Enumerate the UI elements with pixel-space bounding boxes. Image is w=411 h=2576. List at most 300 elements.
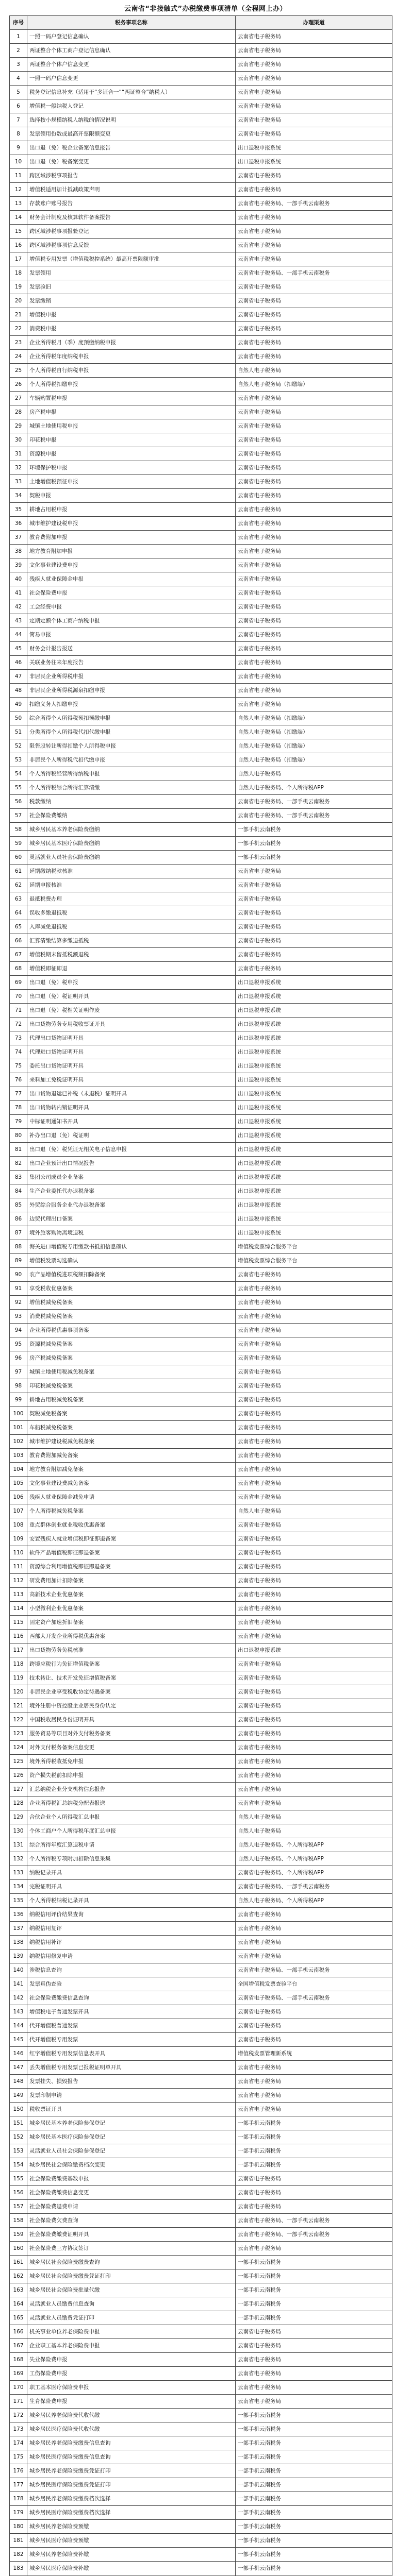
row-item-name: 增值税申报 [27, 308, 236, 322]
table-row [10, 225, 392, 239]
row-item-name: 个人所得税专项附加扣除信息采集 [27, 1852, 236, 1866]
row-item-name: 职工基本医疗保险费申报 [27, 2381, 236, 2395]
table-row [10, 1073, 392, 1087]
row-item-name: 契税减免税备案 [27, 1407, 236, 1421]
row-item-name: 发票印制申请 [27, 2089, 236, 2103]
row-channel: 出口退税申报系统 [236, 1129, 392, 1143]
row-serial-number: 2 [10, 44, 27, 58]
row-item-name: 残疾人就业保障金申报 [27, 572, 236, 586]
table-row [10, 684, 392, 698]
row-serial-number: 178 [10, 2492, 27, 2506]
row-serial-number: 152 [10, 2130, 27, 2144]
row-item-name: 耕地占用税减免税备案 [27, 1393, 236, 1407]
row-item-name: 印花税申报 [27, 433, 236, 447]
row-channel: 一部手机云南税务 [236, 2409, 392, 2422]
row-channel: 出口退税申报系统 [236, 1143, 392, 1157]
row-serial-number: 180 [10, 2520, 27, 2534]
row-channel: 云南省电子税务局 [236, 2353, 392, 2367]
row-channel: 一部手机云南税务 [236, 2256, 392, 2269]
table-row [10, 1254, 392, 1268]
row-serial-number: 157 [10, 2200, 27, 2214]
row-item-name: 增值税适用加计抵减政策声明 [27, 183, 236, 197]
row-channel: 出口退税申报系统 [236, 1045, 392, 1059]
row-channel: 云南省电子税务局 [236, 30, 392, 44]
row-serial-number: 36 [10, 517, 27, 531]
table-row [10, 1643, 392, 1657]
table-row [10, 1310, 392, 1324]
table-row [10, 308, 392, 322]
row-item-name: 出口退（免）税相关证明作废 [27, 1004, 236, 1018]
row-item-name: 城乡居民基本医疗保险费缴纳 [27, 837, 236, 851]
row-channel: 云南省电子税务局、一部手机云南税务 [236, 2214, 392, 2228]
row-item-name: 城乡居民社会保险费批量代缴 [27, 2283, 236, 2297]
row-channel: 云南省电子税务局 [236, 1616, 392, 1630]
row-channel: 云南省电子税务局 [236, 2075, 392, 2089]
row-item-name: 延期申报核准 [27, 878, 236, 892]
row-serial-number: 99 [10, 1393, 27, 1407]
row-channel: 自然人电子税务局（扣缴端） [236, 725, 392, 739]
row-channel: 一部手机云南税务 [236, 2562, 392, 2575]
document-title: 云南省“非接触式”办税缴费事项清单（全程网上办） [124, 5, 287, 13]
row-channel: 出口退税申报系统 [236, 1157, 392, 1171]
row-serial-number: 37 [10, 531, 27, 545]
row-item-name: 集团公司成员企业备案 [27, 1171, 236, 1184]
row-channel: 出口退税申报系统 [236, 1171, 392, 1184]
table-row [10, 865, 392, 878]
row-item-name: 出口货物转内销证明开具 [27, 1101, 236, 1115]
row-item-name: 完税证明开具 [27, 1880, 236, 1894]
row-channel: 云南省电子税务局 [236, 962, 392, 976]
row-channel: 云南省电子税务局 [236, 1671, 392, 1685]
row-item-name: 综合所得个人所得税预扣预缴申报 [27, 711, 236, 725]
table-row [10, 239, 392, 252]
row-item-name: 社会保险费缴费基数申报 [27, 2172, 236, 2186]
row-channel: 一部手机云南税务 [236, 2422, 392, 2436]
table-row [10, 2158, 392, 2172]
row-serial-number: 41 [10, 586, 27, 600]
row-serial-number: 128 [10, 1797, 27, 1810]
row-item-name: 个人所得税纳税记录开具 [27, 1894, 236, 1908]
row-serial-number: 26 [10, 378, 27, 392]
row-item-name: 教育费附加减免备案 [27, 1449, 236, 1463]
table-row [10, 892, 392, 906]
table-row [10, 2283, 392, 2297]
row-channel: 云南省电子税务局 [236, 2395, 392, 2409]
row-serial-number: 53 [10, 753, 27, 767]
table-row [10, 1699, 392, 1713]
table-row [10, 364, 392, 378]
table-row [10, 1365, 392, 1379]
table-row [10, 1560, 392, 1574]
row-channel: 云南省电子税务局 [236, 1574, 392, 1588]
row-serial-number: 119 [10, 1671, 27, 1685]
row-channel: 云南省电子税务局 [236, 684, 392, 698]
row-item-name: 固定资产加速折旧备案 [27, 1616, 236, 1630]
row-serial-number: 40 [10, 572, 27, 586]
row-serial-number: 68 [10, 962, 27, 976]
row-channel: 云南省电子税务局 [236, 350, 392, 364]
table-row [10, 2214, 392, 2228]
row-item-name: 工会经费申报 [27, 600, 236, 614]
table-row [10, 2297, 392, 2311]
table-row [10, 113, 392, 127]
row-item-name: 边贸代理出口备案 [27, 1212, 236, 1226]
row-channel: 出口退税申报系统 [236, 141, 392, 155]
row-serial-number: 3 [10, 58, 27, 72]
row-serial-number: 74 [10, 1045, 27, 1059]
table-row [10, 545, 392, 558]
row-serial-number: 82 [10, 1157, 27, 1171]
row-item-name: 存款账户账号报告 [27, 197, 236, 211]
table-row [10, 2367, 392, 2381]
row-serial-number: 171 [10, 2395, 27, 2409]
row-channel: 云南省电子税务局 [236, 656, 392, 670]
row-serial-number: 111 [10, 1560, 27, 1574]
row-serial-number: 78 [10, 1101, 27, 1115]
table-row [10, 141, 392, 155]
row-channel: 云南省电子税务局 [236, 1463, 392, 1477]
row-item-name: 选择按小规模纳税人纳税的情况说明 [27, 113, 236, 127]
row-channel: 云南省电子税务局 [236, 1741, 392, 1755]
table-row [10, 851, 392, 865]
row-serial-number: 1 [10, 30, 27, 44]
row-channel: 云南省电子税务局 [236, 1449, 392, 1463]
row-channel: 云南省电子税务局 [236, 865, 392, 878]
row-serial-number: 123 [10, 1727, 27, 1741]
row-serial-number: 59 [10, 837, 27, 851]
table-row [10, 920, 392, 934]
row-serial-number: 145 [10, 2033, 27, 2047]
row-item-name: 社会保险费缴费信息变更 [27, 2186, 236, 2200]
row-channel: 一部手机云南税务 [236, 851, 392, 865]
table-row [10, 823, 392, 837]
row-channel: 出口退税申报系统 [236, 976, 392, 990]
row-item-name: 跨区域涉税事项报验登记 [27, 225, 236, 239]
table-row [10, 1226, 392, 1240]
row-channel: 云南省电子税务局 [236, 878, 392, 892]
row-serial-number: 129 [10, 1810, 27, 1824]
table-row [10, 2172, 392, 2186]
row-channel: 云南省电子税务局 [236, 1379, 392, 1393]
row-serial-number: 18 [10, 266, 27, 280]
row-channel: 出口退税申报系统 [236, 1018, 392, 1031]
table-row [10, 2478, 392, 2492]
row-item-name: 误收多缴退抵税 [27, 906, 236, 920]
row-serial-number: 85 [10, 1198, 27, 1212]
row-item-name: 简易申报 [27, 628, 236, 642]
row-serial-number: 122 [10, 1713, 27, 1727]
row-item-name: 城乡居民养老保险费补缴 [27, 2548, 236, 2562]
row-item-name: 消费税减免税备案 [27, 1310, 236, 1324]
table-row [10, 976, 392, 990]
row-item-name: 对外支付税务备案信息变更 [27, 1741, 236, 1755]
row-item-name: 失业保险费申报 [27, 2353, 236, 2367]
row-channel: 云南省电子税务局、一部手机云南税务 [236, 266, 392, 280]
row-channel: 一部手机云南税务 [236, 2520, 392, 2534]
table-row [10, 378, 392, 392]
row-channel: 一部手机云南税务 [236, 2492, 392, 2506]
row-channel: 云南省电子税务局 [236, 1797, 392, 1810]
row-item-name: 生产企业委托代办退税备案 [27, 1184, 236, 1198]
row-channel: 云南省电子税务局 [236, 1435, 392, 1449]
row-serial-number: 174 [10, 2436, 27, 2450]
table-row [10, 2089, 392, 2103]
table-row [10, 155, 392, 169]
row-serial-number: 88 [10, 1240, 27, 1254]
table-row [10, 30, 392, 44]
table-row [10, 1421, 392, 1435]
row-item-name: 发票验旧 [27, 280, 236, 294]
row-item-name: 出口退（免）税证明开具 [27, 990, 236, 1004]
row-item-name: 跨区域涉税事项报告 [27, 169, 236, 183]
row-serial-number: 6 [10, 99, 27, 113]
row-item-name: 增值税发票勾选确认 [27, 1254, 236, 1268]
table-row [10, 1463, 392, 1477]
row-channel: 云南省电子税务局 [236, 461, 392, 475]
row-item-name: 环境保护税申报 [27, 461, 236, 475]
table-row [10, 837, 392, 851]
row-item-name: 研发费用加计扣除备案 [27, 1574, 236, 1588]
row-item-name: 出口货物劳务免税核准 [27, 1643, 236, 1657]
row-serial-number: 24 [10, 350, 27, 364]
table-row [10, 2520, 392, 2534]
row-serial-number: 81 [10, 1143, 27, 1157]
table-row [10, 2395, 392, 2409]
row-item-name: 限售股转让所得扣缴个人所得税申报 [27, 739, 236, 753]
row-item-name: 软件产品增值税即征即退备案 [27, 1546, 236, 1560]
row-serial-number: 120 [10, 1685, 27, 1699]
row-channel: 云南省电子税务局、一部手机云南税务 [236, 1963, 392, 1977]
row-item-name: 印花税减免税备案 [27, 1379, 236, 1393]
row-channel: 云南省电子税务局 [236, 99, 392, 113]
row-channel: 出口退税申报系统 [236, 1115, 392, 1129]
table-row [10, 614, 392, 628]
row-serial-number: 22 [10, 322, 27, 336]
table-row [10, 405, 392, 419]
row-serial-number: 65 [10, 920, 27, 934]
row-item-name: 海关进口增值税专用缴款书抵扣信息确认 [27, 1240, 236, 1254]
row-channel: 云南省电子税务局 [236, 600, 392, 614]
row-channel: 云南省电子税务局 [236, 920, 392, 934]
row-item-name: 非居民企业享受税收协定待遇备案 [27, 1685, 236, 1699]
row-serial-number: 175 [10, 2450, 27, 2464]
row-item-name: 城乡居民养老保险费缴费信息查询 [27, 2436, 236, 2450]
table-row [10, 934, 392, 948]
row-item-name: 财务会计制度及核算软件备案报告 [27, 211, 236, 225]
table-row [10, 1143, 392, 1157]
row-serial-number: 17 [10, 252, 27, 266]
row-serial-number: 170 [10, 2381, 27, 2395]
row-item-name: 出口退（免）税申报 [27, 976, 236, 990]
row-item-name: 税务登记信息补充（适用于“多证合一”“两证整合”纳税人） [27, 86, 236, 99]
table-row [10, 322, 392, 336]
row-item-name: 一照一码户信息变更 [27, 72, 236, 86]
row-serial-number: 94 [10, 1324, 27, 1337]
row-item-name: 出口退（免）税备案变更 [27, 155, 236, 169]
row-channel: 云南省电子税务局 [236, 1783, 392, 1797]
table-row [10, 1727, 392, 1741]
row-serial-number: 14 [10, 211, 27, 225]
row-item-name: 纳税记录开具 [27, 1866, 236, 1880]
row-serial-number: 84 [10, 1184, 27, 1198]
table-row [10, 2450, 392, 2464]
row-channel: 云南省电子税务局 [236, 1351, 392, 1365]
table-row [10, 628, 392, 642]
table-row [10, 642, 392, 656]
row-item-name: 出口货物退运已补税（未退税）证明开具 [27, 1087, 236, 1101]
row-serial-number: 164 [10, 2297, 27, 2311]
row-item-name: 车辆购置税申报 [27, 392, 236, 405]
table-header-row [10, 16, 392, 30]
header-serial-number: 序号 [10, 16, 27, 30]
row-channel: 云南省电子税务局 [236, 2005, 392, 2019]
row-item-name: 城乡居民养老保险费代收代缴 [27, 2409, 236, 2422]
row-serial-number: 89 [10, 1254, 27, 1268]
table-row [10, 1671, 392, 1685]
row-channel: 云南省电子税务局 [236, 2033, 392, 2047]
row-channel: 云南省电子税务局 [236, 586, 392, 600]
table-row [10, 1198, 392, 1212]
row-item-name: 企业所得税优惠事项备案 [27, 1324, 236, 1337]
table-row [10, 2130, 392, 2144]
table-row [10, 1296, 392, 1310]
row-channel: 云南省电子税务局 [236, 558, 392, 572]
row-channel: 一部手机云南税务 [236, 837, 392, 851]
table-row [10, 211, 392, 225]
row-serial-number: 45 [10, 642, 27, 656]
row-item-name: 税款缴纳 [27, 795, 236, 809]
row-serial-number: 133 [10, 1866, 27, 1880]
row-channel: 云南省电子税务局 [236, 934, 392, 948]
row-serial-number: 71 [10, 1004, 27, 1018]
row-serial-number: 28 [10, 405, 27, 419]
row-serial-number: 155 [10, 2172, 27, 2186]
table-row [10, 586, 392, 600]
table-row [10, 725, 392, 739]
row-serial-number: 172 [10, 2409, 27, 2422]
row-serial-number: 95 [10, 1337, 27, 1351]
row-channel: 云南省电子税务局 [236, 294, 392, 308]
row-channel: 一部手机云南税务 [236, 2436, 392, 2450]
table-row [10, 2506, 392, 2520]
row-serial-number: 100 [10, 1407, 27, 1421]
table-row [10, 294, 392, 308]
row-serial-number: 182 [10, 2548, 27, 2562]
row-item-name: 城镇土地使用税申报 [27, 419, 236, 433]
row-channel: 一部手机云南税务 [236, 2506, 392, 2520]
row-channel: 云南省电子税务局 [236, 183, 392, 197]
row-item-name: 重点群体创业就业税收优惠备案 [27, 1518, 236, 1532]
row-serial-number: 87 [10, 1226, 27, 1240]
row-channel: 云南省电子税务局 [236, 1657, 392, 1671]
table-row [10, 1755, 392, 1769]
row-item-name: 中国税收居民身份证明开具 [27, 1713, 236, 1727]
row-channel: 云南省电子税务局 [236, 1365, 392, 1379]
table-row [10, 600, 392, 614]
row-channel: 云南省电子税务局 [236, 948, 392, 962]
row-item-name: 机关事业单位养老保险费申报 [27, 2325, 236, 2339]
table-row [10, 1351, 392, 1365]
row-channel: 云南省电子税务局、一部手机云南税务 [236, 1880, 392, 1894]
table-row [10, 280, 392, 294]
row-channel: 云南省电子税务局 [236, 322, 392, 336]
row-channel: 云南省电子税务局、一部手机云南税务 [236, 809, 392, 823]
row-item-name: 退抵税费办理 [27, 892, 236, 906]
row-channel: 云南省电子税务局 [236, 572, 392, 586]
table-row [10, 1963, 392, 1977]
row-serial-number: 49 [10, 698, 27, 711]
table-row [10, 753, 392, 767]
row-serial-number: 62 [10, 878, 27, 892]
row-item-name: 两证整合个体户信息变更 [27, 58, 236, 72]
row-channel: 云南省电子税务局 [236, 614, 392, 628]
row-serial-number: 169 [10, 2367, 27, 2381]
row-serial-number: 16 [10, 239, 27, 252]
row-serial-number: 103 [10, 1449, 27, 1463]
row-serial-number: 69 [10, 976, 27, 990]
table-row [10, 906, 392, 920]
row-item-name: 非居民个人所得税代扣代缴申报 [27, 753, 236, 767]
row-serial-number: 115 [10, 1616, 27, 1630]
row-item-name: 出口退（免）税企业备案信息报告 [27, 141, 236, 155]
table-row [10, 1894, 392, 1908]
row-serial-number: 11 [10, 169, 27, 183]
row-serial-number: 51 [10, 725, 27, 739]
row-item-name: 安置残疾人就业增值税即征即退备案 [27, 1532, 236, 1546]
row-channel: 云南省电子税务局 [236, 1393, 392, 1407]
row-item-name: 扣缴义务人扣缴申报 [27, 698, 236, 711]
row-item-name: 增值税电子普通发票开具 [27, 2005, 236, 2019]
table-row [10, 1115, 392, 1129]
row-serial-number: 32 [10, 461, 27, 475]
row-channel: 自然人电子税务局 [236, 767, 392, 781]
table-row [10, 2144, 392, 2158]
row-channel: 自然人电子税务局（扣缴端） [236, 753, 392, 767]
row-serial-number: 30 [10, 433, 27, 447]
row-serial-number: 107 [10, 1504, 27, 1518]
row-item-name: 城乡居民医疗保险费代收代缴 [27, 2422, 236, 2436]
table-row [10, 2353, 392, 2367]
table-row [10, 878, 392, 892]
row-channel: 云南省电子税务局、一部手机云南税务 [236, 2228, 392, 2242]
row-serial-number: 101 [10, 1421, 27, 1435]
row-item-name: 技术转让、技术开发免征增值税备案 [27, 1671, 236, 1685]
row-serial-number: 163 [10, 2283, 27, 2297]
row-channel: 云南省电子税务局 [236, 239, 392, 252]
row-serial-number: 166 [10, 2325, 27, 2339]
row-item-name: 出口退（免）税凭证无相关电子信息申报 [27, 1143, 236, 1157]
row-serial-number: 5 [10, 86, 27, 99]
row-item-name: 委托出口货物证明开具 [27, 1059, 236, 1073]
row-serial-number: 58 [10, 823, 27, 837]
row-channel: 云南省电子税务局 [236, 211, 392, 225]
row-item-name: 纳税信用评价结果查询 [27, 1908, 236, 1922]
row-channel: 云南省电子税务局、一部手机云南税务 [236, 1991, 392, 2005]
table-row [10, 739, 392, 753]
row-serial-number: 15 [10, 225, 27, 239]
table-row [10, 2548, 392, 2562]
row-channel: 云南省电子税务局 [236, 1769, 392, 1783]
row-channel: 云南省电子税务局 [236, 2172, 392, 2186]
table-row [10, 1630, 392, 1643]
table-row [10, 392, 392, 405]
table-row [10, 266, 392, 280]
table-row [10, 2464, 392, 2478]
table-row [10, 336, 392, 350]
table-row [10, 781, 392, 795]
row-channel: 一部手机云南税务 [236, 2269, 392, 2283]
row-item-name: 资源综合利用增值税即征即退备案 [27, 1560, 236, 1574]
